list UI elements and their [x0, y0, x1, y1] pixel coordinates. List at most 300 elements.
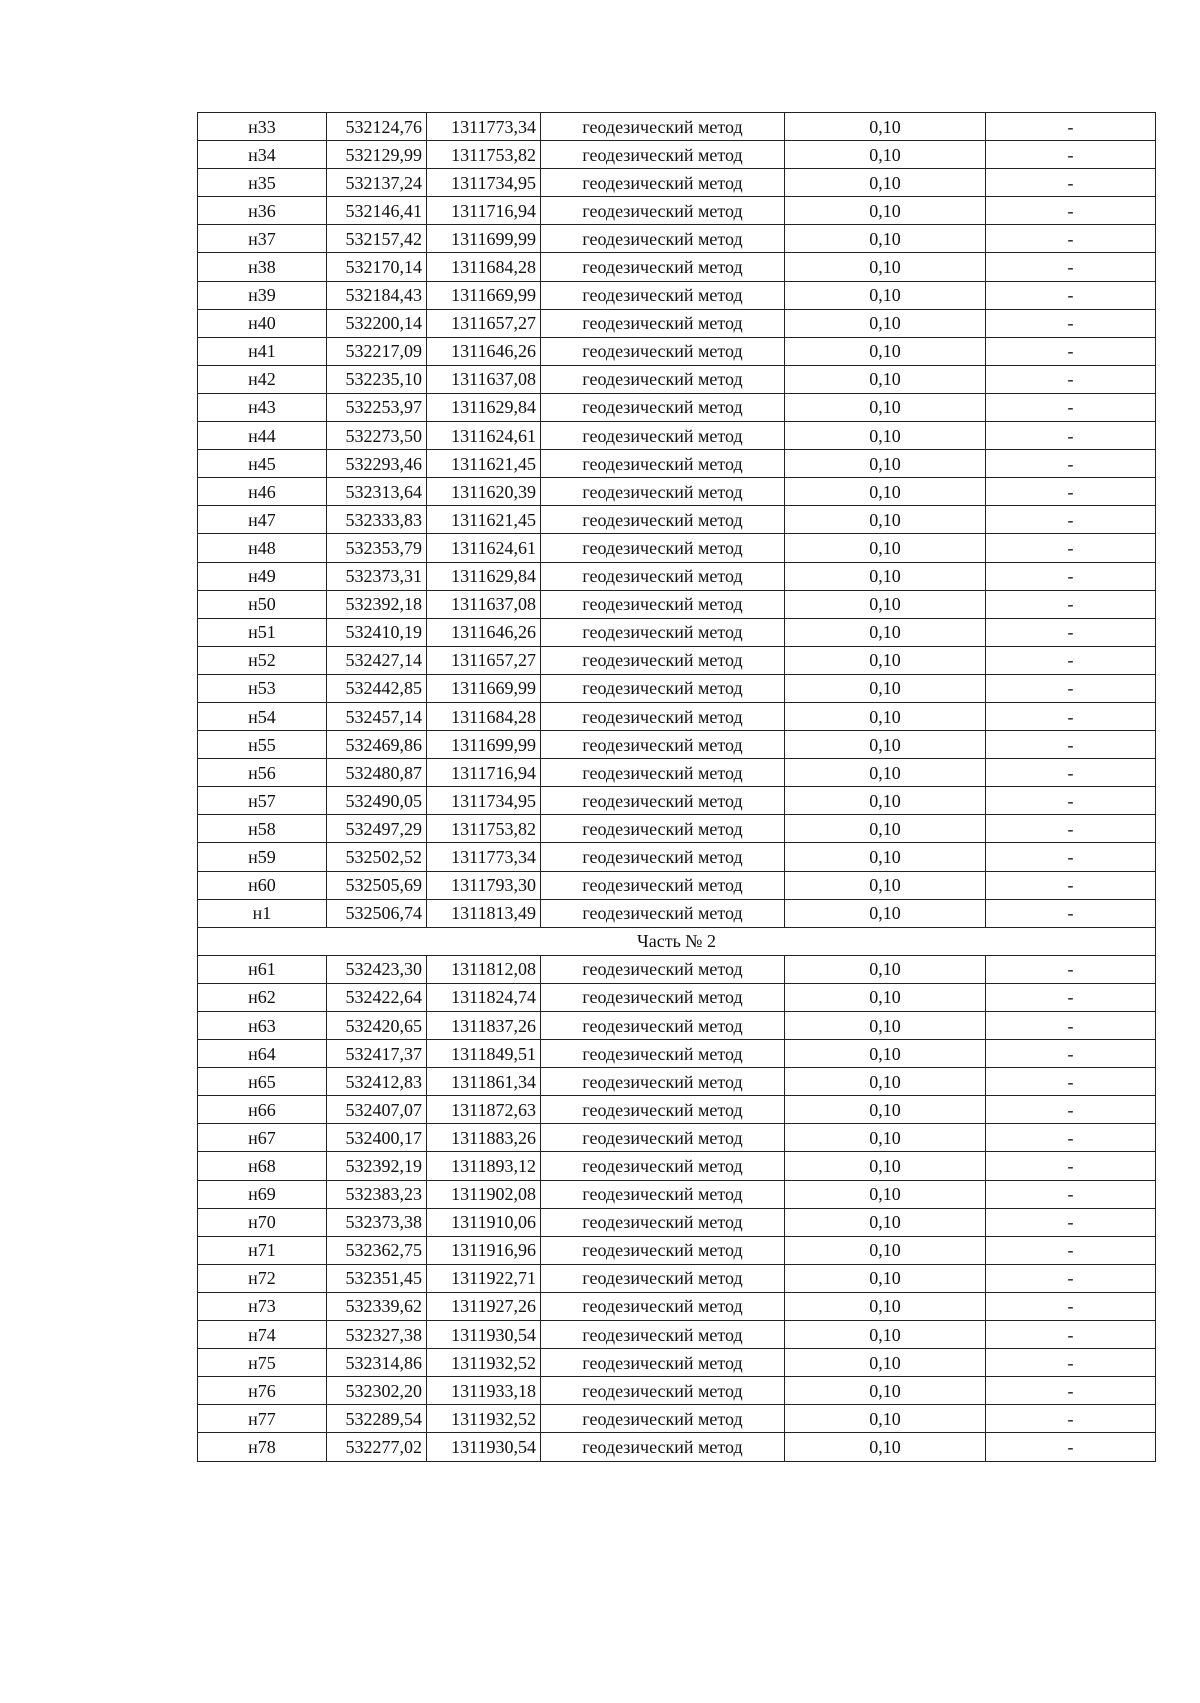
note-cell: - — [986, 141, 1156, 169]
note-cell: - — [986, 197, 1156, 225]
y-coordinate-cell: 1311753,82 — [427, 815, 541, 843]
table-row — [198, 393, 1156, 421]
table-row — [198, 983, 1156, 1011]
x-coordinate-cell: 532333,83 — [327, 506, 427, 534]
note-cell: - — [986, 759, 1156, 787]
method-cell: геодезический метод — [541, 281, 785, 309]
y-coordinate-cell: 1311637,08 — [427, 590, 541, 618]
table-row — [198, 787, 1156, 815]
y-coordinate-cell: 1311646,26 — [427, 618, 541, 646]
x-coordinate-cell: 532277,02 — [327, 1433, 427, 1461]
y-coordinate-cell: 1311624,61 — [427, 422, 541, 450]
accuracy-cell: 0,10 — [785, 674, 986, 702]
accuracy-cell: 0,10 — [785, 1208, 986, 1236]
y-coordinate-cell: 1311699,99 — [427, 225, 541, 253]
method-cell: геодезический метод — [541, 731, 785, 759]
accuracy-cell: 0,10 — [785, 871, 986, 899]
method-cell: геодезический метод — [541, 1236, 785, 1264]
note-cell: - — [986, 169, 1156, 197]
y-coordinate-cell: 1311773,34 — [427, 843, 541, 871]
note-cell: - — [986, 534, 1156, 562]
note-cell: - — [986, 506, 1156, 534]
accuracy-cell: 0,10 — [785, 1292, 986, 1320]
method-cell: геодезический метод — [541, 393, 785, 421]
method-cell: геодезический метод — [541, 1433, 785, 1461]
y-coordinate-cell: 1311883,26 — [427, 1124, 541, 1152]
accuracy-cell: 0,10 — [785, 169, 986, 197]
table-row — [198, 1124, 1156, 1152]
point-id-cell: н44 — [198, 422, 327, 450]
y-coordinate-cell: 1311773,34 — [427, 113, 541, 141]
note-cell: - — [986, 702, 1156, 730]
method-cell: геодезический метод — [541, 113, 785, 141]
point-id-cell: н35 — [198, 169, 327, 197]
accuracy-cell: 0,10 — [785, 141, 986, 169]
x-coordinate-cell: 532392,19 — [327, 1152, 427, 1180]
table-row — [198, 1377, 1156, 1405]
point-id-cell: н69 — [198, 1180, 327, 1208]
point-id-cell: н42 — [198, 365, 327, 393]
y-coordinate-cell: 1311932,52 — [427, 1405, 541, 1433]
note-cell: - — [986, 843, 1156, 871]
x-coordinate-cell: 532273,50 — [327, 422, 427, 450]
point-id-cell: н53 — [198, 674, 327, 702]
note-cell: - — [986, 113, 1156, 141]
table-row — [198, 478, 1156, 506]
note-cell: - — [986, 1236, 1156, 1264]
y-coordinate-cell: 1311813,49 — [427, 899, 541, 927]
accuracy-cell: 0,10 — [785, 815, 986, 843]
y-coordinate-cell: 1311684,28 — [427, 702, 541, 730]
note-cell: - — [986, 422, 1156, 450]
point-id-cell: н66 — [198, 1096, 327, 1124]
x-coordinate-cell: 532362,75 — [327, 1236, 427, 1264]
y-coordinate-cell: 1311629,84 — [427, 393, 541, 421]
accuracy-cell: 0,10 — [785, 253, 986, 281]
y-coordinate-cell: 1311893,12 — [427, 1152, 541, 1180]
accuracy-cell: 0,10 — [785, 478, 986, 506]
note-cell: - — [986, 955, 1156, 983]
accuracy-cell: 0,10 — [785, 1236, 986, 1264]
method-cell: геодезический метод — [541, 1349, 785, 1377]
method-cell: геодезический метод — [541, 562, 785, 590]
method-cell: геодезический метод — [541, 506, 785, 534]
y-coordinate-cell: 1311699,99 — [427, 731, 541, 759]
note-cell: - — [986, 815, 1156, 843]
note-cell: - — [986, 1292, 1156, 1320]
x-coordinate-cell: 532302,20 — [327, 1377, 427, 1405]
note-cell: - — [986, 1068, 1156, 1096]
method-cell: геодезический метод — [541, 225, 785, 253]
accuracy-cell: 0,10 — [785, 450, 986, 478]
table-row — [198, 1208, 1156, 1236]
y-coordinate-cell: 1311646,26 — [427, 337, 541, 365]
y-coordinate-cell: 1311716,94 — [427, 759, 541, 787]
y-coordinate-cell: 1311872,63 — [427, 1096, 541, 1124]
y-coordinate-cell: 1311793,30 — [427, 871, 541, 899]
table-row — [198, 450, 1156, 478]
note-cell: - — [986, 1096, 1156, 1124]
point-id-cell: н73 — [198, 1292, 327, 1320]
x-coordinate-cell: 532469,86 — [327, 731, 427, 759]
table-row — [198, 1349, 1156, 1377]
table-row — [198, 309, 1156, 337]
accuracy-cell: 0,10 — [785, 1377, 986, 1405]
accuracy-cell: 0,10 — [785, 955, 986, 983]
point-id-cell: н36 — [198, 197, 327, 225]
table-row — [198, 702, 1156, 730]
table-row — [198, 815, 1156, 843]
note-cell: - — [986, 225, 1156, 253]
accuracy-cell: 0,10 — [785, 759, 986, 787]
note-cell: - — [986, 1152, 1156, 1180]
method-cell: геодезический метод — [541, 899, 785, 927]
note-cell: - — [986, 618, 1156, 646]
note-cell: - — [986, 450, 1156, 478]
method-cell: геодезический метод — [541, 983, 785, 1011]
table-row — [198, 843, 1156, 871]
point-id-cell: н33 — [198, 113, 327, 141]
note-cell: - — [986, 393, 1156, 421]
x-coordinate-cell: 532253,97 — [327, 393, 427, 421]
accuracy-cell: 0,10 — [785, 281, 986, 309]
method-cell: геодезический метод — [541, 1124, 785, 1152]
y-coordinate-cell: 1311927,26 — [427, 1292, 541, 1320]
x-coordinate-cell: 532217,09 — [327, 337, 427, 365]
accuracy-cell: 0,10 — [785, 899, 986, 927]
note-cell: - — [986, 562, 1156, 590]
x-coordinate-cell: 532480,87 — [327, 759, 427, 787]
method-cell: геодезический метод — [541, 1405, 785, 1433]
accuracy-cell: 0,10 — [785, 365, 986, 393]
table-row — [198, 281, 1156, 309]
table-row — [198, 337, 1156, 365]
accuracy-cell: 0,10 — [785, 393, 986, 421]
y-coordinate-cell: 1311657,27 — [427, 309, 541, 337]
x-coordinate-cell: 532392,18 — [327, 590, 427, 618]
point-id-cell: н1 — [198, 899, 327, 927]
y-coordinate-cell: 1311933,18 — [427, 1377, 541, 1405]
point-id-cell: н68 — [198, 1152, 327, 1180]
method-cell: геодезический метод — [541, 309, 785, 337]
point-id-cell: н41 — [198, 337, 327, 365]
table-row — [198, 674, 1156, 702]
method-cell: геодезический метод — [541, 1068, 785, 1096]
section-header-row — [198, 927, 1156, 955]
method-cell: геодезический метод — [541, 843, 785, 871]
x-coordinate-cell: 532417,37 — [327, 1040, 427, 1068]
y-coordinate-cell: 1311824,74 — [427, 983, 541, 1011]
method-cell: геодезический метод — [541, 1264, 785, 1292]
y-coordinate-cell: 1311922,71 — [427, 1264, 541, 1292]
note-cell: - — [986, 646, 1156, 674]
table-body — [198, 113, 1156, 1462]
y-coordinate-cell: 1311837,26 — [427, 1012, 541, 1040]
point-id-cell: н75 — [198, 1349, 327, 1377]
x-coordinate-cell: 532502,52 — [327, 843, 427, 871]
note-cell: - — [986, 590, 1156, 618]
x-coordinate-cell: 532423,30 — [327, 955, 427, 983]
note-cell: - — [986, 478, 1156, 506]
method-cell: геодезический метод — [541, 590, 785, 618]
point-id-cell: н76 — [198, 1377, 327, 1405]
method-cell: геодезический метод — [541, 253, 785, 281]
y-coordinate-cell: 1311734,95 — [427, 169, 541, 197]
y-coordinate-cell: 1311861,34 — [427, 1068, 541, 1096]
point-id-cell: н77 — [198, 1405, 327, 1433]
note-cell: - — [986, 253, 1156, 281]
x-coordinate-cell: 532289,54 — [327, 1405, 427, 1433]
x-coordinate-cell: 532407,07 — [327, 1096, 427, 1124]
accuracy-cell: 0,10 — [785, 309, 986, 337]
table-row — [198, 1321, 1156, 1349]
note-cell: - — [986, 731, 1156, 759]
accuracy-cell: 0,10 — [785, 225, 986, 253]
accuracy-cell: 0,10 — [785, 646, 986, 674]
point-id-cell: н45 — [198, 450, 327, 478]
method-cell: геодезический метод — [541, 618, 785, 646]
note-cell: - — [986, 1377, 1156, 1405]
note-cell: - — [986, 1040, 1156, 1068]
note-cell: - — [986, 1349, 1156, 1377]
y-coordinate-cell: 1311657,27 — [427, 646, 541, 674]
accuracy-cell: 0,10 — [785, 1096, 986, 1124]
point-id-cell: н37 — [198, 225, 327, 253]
point-id-cell: н52 — [198, 646, 327, 674]
y-coordinate-cell: 1311669,99 — [427, 674, 541, 702]
y-coordinate-cell: 1311930,54 — [427, 1321, 541, 1349]
y-coordinate-cell: 1311734,95 — [427, 787, 541, 815]
accuracy-cell: 0,10 — [785, 618, 986, 646]
y-coordinate-cell: 1311812,08 — [427, 955, 541, 983]
point-id-cell: н65 — [198, 1068, 327, 1096]
note-cell: - — [986, 1012, 1156, 1040]
section-header: Часть № 2 — [198, 927, 1156, 955]
y-coordinate-cell: 1311624,61 — [427, 534, 541, 562]
note-cell: - — [986, 1264, 1156, 1292]
x-coordinate-cell: 532383,23 — [327, 1180, 427, 1208]
accuracy-cell: 0,10 — [785, 1040, 986, 1068]
method-cell: геодезический метод — [541, 815, 785, 843]
point-id-cell: н34 — [198, 141, 327, 169]
x-coordinate-cell: 532235,10 — [327, 365, 427, 393]
method-cell: геодезический метод — [541, 169, 785, 197]
accuracy-cell: 0,10 — [785, 1180, 986, 1208]
point-id-cell: н61 — [198, 955, 327, 983]
accuracy-cell: 0,10 — [785, 113, 986, 141]
y-coordinate-cell: 1311669,99 — [427, 281, 541, 309]
point-id-cell: н63 — [198, 1012, 327, 1040]
note-cell: - — [986, 1208, 1156, 1236]
point-id-cell: н60 — [198, 871, 327, 899]
method-cell: геодезический метод — [541, 1040, 785, 1068]
y-coordinate-cell: 1311684,28 — [427, 253, 541, 281]
point-id-cell: н71 — [198, 1236, 327, 1264]
point-id-cell: н43 — [198, 393, 327, 421]
note-cell: - — [986, 871, 1156, 899]
x-coordinate-cell: 532200,14 — [327, 309, 427, 337]
table-row — [198, 899, 1156, 927]
method-cell: геодезический метод — [541, 674, 785, 702]
accuracy-cell: 0,10 — [785, 562, 986, 590]
point-id-cell: н67 — [198, 1124, 327, 1152]
y-coordinate-cell: 1311932,52 — [427, 1349, 541, 1377]
method-cell: геодезический метод — [541, 1012, 785, 1040]
note-cell: - — [986, 787, 1156, 815]
method-cell: геодезический метод — [541, 478, 785, 506]
table-row — [198, 253, 1156, 281]
method-cell: геодезический метод — [541, 1152, 785, 1180]
x-coordinate-cell: 532170,14 — [327, 253, 427, 281]
table-row — [198, 646, 1156, 674]
x-coordinate-cell: 532327,38 — [327, 1321, 427, 1349]
note-cell: - — [986, 983, 1156, 1011]
accuracy-cell: 0,10 — [785, 1152, 986, 1180]
y-coordinate-cell: 1311902,08 — [427, 1180, 541, 1208]
table-row — [198, 1096, 1156, 1124]
y-coordinate-cell: 1311620,39 — [427, 478, 541, 506]
table-row — [198, 1236, 1156, 1264]
x-coordinate-cell: 532457,14 — [327, 702, 427, 730]
accuracy-cell: 0,10 — [785, 702, 986, 730]
x-coordinate-cell: 532314,86 — [327, 1349, 427, 1377]
x-coordinate-cell: 532137,24 — [327, 169, 427, 197]
point-id-cell: н39 — [198, 281, 327, 309]
point-id-cell: н54 — [198, 702, 327, 730]
x-coordinate-cell: 532373,31 — [327, 562, 427, 590]
table-row — [198, 422, 1156, 450]
y-coordinate-cell: 1311916,96 — [427, 1236, 541, 1264]
x-coordinate-cell: 532497,29 — [327, 815, 427, 843]
note-cell: - — [986, 1433, 1156, 1461]
y-coordinate-cell: 1311637,08 — [427, 365, 541, 393]
table-row — [198, 1433, 1156, 1461]
y-coordinate-cell: 1311849,51 — [427, 1040, 541, 1068]
table-row — [198, 1152, 1156, 1180]
note-cell: - — [986, 674, 1156, 702]
y-coordinate-cell: 1311716,94 — [427, 197, 541, 225]
x-coordinate-cell: 532427,14 — [327, 646, 427, 674]
y-coordinate-cell: 1311621,45 — [427, 450, 541, 478]
note-cell: - — [986, 1124, 1156, 1152]
x-coordinate-cell: 532400,17 — [327, 1124, 427, 1152]
accuracy-cell: 0,10 — [785, 197, 986, 225]
point-id-cell: н58 — [198, 815, 327, 843]
method-cell: геодезический метод — [541, 871, 785, 899]
table-row — [198, 225, 1156, 253]
method-cell: геодезический метод — [541, 759, 785, 787]
x-coordinate-cell: 532293,46 — [327, 450, 427, 478]
point-id-cell: н78 — [198, 1433, 327, 1461]
accuracy-cell: 0,10 — [785, 1068, 986, 1096]
point-id-cell: н48 — [198, 534, 327, 562]
table-row — [198, 1068, 1156, 1096]
x-coordinate-cell: 532490,05 — [327, 787, 427, 815]
x-coordinate-cell: 532124,76 — [327, 113, 427, 141]
table-row — [198, 590, 1156, 618]
table-row — [198, 197, 1156, 225]
accuracy-cell: 0,10 — [785, 983, 986, 1011]
note-cell: - — [986, 337, 1156, 365]
point-id-cell: н62 — [198, 983, 327, 1011]
point-id-cell: н38 — [198, 253, 327, 281]
point-id-cell: н64 — [198, 1040, 327, 1068]
point-id-cell: н72 — [198, 1264, 327, 1292]
point-id-cell: н40 — [198, 309, 327, 337]
x-coordinate-cell: 532353,79 — [327, 534, 427, 562]
x-coordinate-cell: 532313,64 — [327, 478, 427, 506]
x-coordinate-cell: 532412,83 — [327, 1068, 427, 1096]
accuracy-cell: 0,10 — [785, 731, 986, 759]
point-id-cell: н46 — [198, 478, 327, 506]
point-id-cell: н51 — [198, 618, 327, 646]
table-row — [198, 759, 1156, 787]
method-cell: геодезический метод — [541, 141, 785, 169]
table-row — [198, 1040, 1156, 1068]
y-coordinate-cell: 1311629,84 — [427, 562, 541, 590]
coordinates-table — [197, 112, 1156, 1462]
table-row — [198, 731, 1156, 759]
method-cell: геодезический метод — [541, 955, 785, 983]
method-cell: геодезический метод — [541, 1292, 785, 1320]
method-cell: геодезический метод — [541, 702, 785, 730]
accuracy-cell: 0,10 — [785, 1124, 986, 1152]
note-cell: - — [986, 365, 1156, 393]
table-row — [198, 1292, 1156, 1320]
x-coordinate-cell: 532157,42 — [327, 225, 427, 253]
table-row — [198, 1405, 1156, 1433]
point-id-cell: н56 — [198, 759, 327, 787]
y-coordinate-cell: 1311621,45 — [427, 506, 541, 534]
method-cell: геодезический метод — [541, 450, 785, 478]
note-cell: - — [986, 899, 1156, 927]
accuracy-cell: 0,10 — [785, 506, 986, 534]
method-cell: геодезический метод — [541, 197, 785, 225]
point-id-cell: н49 — [198, 562, 327, 590]
accuracy-cell: 0,10 — [785, 1012, 986, 1040]
x-coordinate-cell: 532146,41 — [327, 197, 427, 225]
y-coordinate-cell: 1311930,54 — [427, 1433, 541, 1461]
x-coordinate-cell: 532129,99 — [327, 141, 427, 169]
x-coordinate-cell: 532410,19 — [327, 618, 427, 646]
accuracy-cell: 0,10 — [785, 843, 986, 871]
table-row — [198, 169, 1156, 197]
x-coordinate-cell: 532420,65 — [327, 1012, 427, 1040]
accuracy-cell: 0,10 — [785, 1405, 986, 1433]
y-coordinate-cell: 1311753,82 — [427, 141, 541, 169]
x-coordinate-cell: 532505,69 — [327, 871, 427, 899]
x-coordinate-cell: 532422,64 — [327, 983, 427, 1011]
method-cell: геодезический метод — [541, 534, 785, 562]
x-coordinate-cell: 532351,45 — [327, 1264, 427, 1292]
method-cell: геодезический метод — [541, 365, 785, 393]
point-id-cell: н70 — [198, 1208, 327, 1236]
accuracy-cell: 0,10 — [785, 1433, 986, 1461]
table-row — [198, 1264, 1156, 1292]
y-coordinate-cell: 1311910,06 — [427, 1208, 541, 1236]
table-row — [198, 618, 1156, 646]
x-coordinate-cell: 532506,74 — [327, 899, 427, 927]
method-cell: геодезический метод — [541, 1180, 785, 1208]
note-cell: - — [986, 1405, 1156, 1433]
accuracy-cell: 0,10 — [785, 1349, 986, 1377]
x-coordinate-cell: 532184,43 — [327, 281, 427, 309]
point-id-cell: н57 — [198, 787, 327, 815]
table-row — [198, 955, 1156, 983]
method-cell: геодезический метод — [541, 787, 785, 815]
table-row — [198, 1180, 1156, 1208]
table-row — [198, 1012, 1156, 1040]
